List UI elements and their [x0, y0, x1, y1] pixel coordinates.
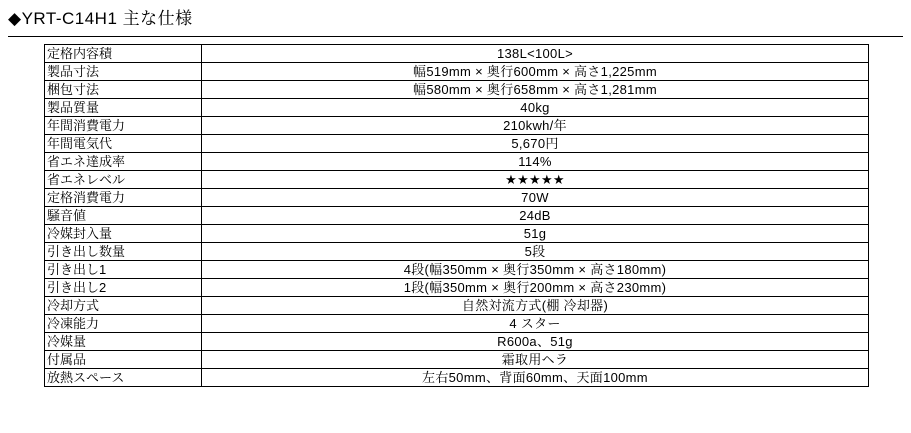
spec-label: 年間電気代	[45, 135, 202, 153]
spec-table-container	[44, 44, 869, 387]
spec-value: 51g	[202, 225, 869, 243]
spec-label: 冷媒量	[45, 333, 202, 351]
spec-value: 5段	[202, 243, 869, 261]
table-row	[45, 63, 869, 81]
table-row	[45, 351, 869, 369]
spec-value: 40kg	[202, 99, 869, 117]
spec-value: 霜取用ヘラ	[202, 351, 869, 369]
spec-table-body	[45, 45, 869, 387]
table-row	[45, 315, 869, 333]
spec-label: 冷凍能力	[45, 315, 202, 333]
spec-label: 梱包寸法	[45, 81, 202, 99]
table-row	[45, 279, 869, 297]
spec-value: 210kwh/年	[202, 117, 869, 135]
spec-label: 騒音値	[45, 207, 202, 225]
spec-label: 定格消費電力	[45, 189, 202, 207]
spec-value: 左右50mm、背面60mm、天面100mm	[202, 369, 869, 387]
table-row	[45, 207, 869, 225]
table-row	[45, 45, 869, 63]
spec-value: R600a、51g	[202, 333, 869, 351]
spec-label: 冷媒封入量	[45, 225, 202, 243]
table-row	[45, 225, 869, 243]
spec-value: 1段(幅350mm × 奥行200mm × 高さ230mm)	[202, 279, 869, 297]
specifications-table	[44, 44, 869, 387]
spec-value: 114%	[202, 153, 869, 171]
spec-label: 放熱スペース	[45, 369, 202, 387]
spec-label: 引き出し2	[45, 279, 202, 297]
spec-label: 冷却方式	[45, 297, 202, 315]
table-row	[45, 171, 869, 189]
spec-value: 4段(幅350mm × 奥行350mm × 高さ180mm)	[202, 261, 869, 279]
spec-label: 省エネ達成率	[45, 153, 202, 171]
spec-label: 定格内容積	[45, 45, 202, 63]
spec-value: 幅580mm × 奥行658mm × 高さ1,281mm	[202, 81, 869, 99]
spec-value: 幅519mm × 奥行600mm × 高さ1,225mm	[202, 63, 869, 81]
table-row	[45, 135, 869, 153]
spec-label: 製品寸法	[45, 63, 202, 81]
title-divider	[8, 36, 903, 37]
spec-value: 138L<100L>	[202, 45, 869, 63]
table-row	[45, 261, 869, 279]
table-row	[45, 333, 869, 351]
table-row	[45, 297, 869, 315]
table-row	[45, 189, 869, 207]
spec-value: 70W	[202, 189, 869, 207]
table-row	[45, 369, 869, 387]
spec-label: 年間消費電力	[45, 117, 202, 135]
energy-level-stars: ★★★★★	[202, 171, 869, 189]
spec-value: 24dB	[202, 207, 869, 225]
spec-label: 引き出し1	[45, 261, 202, 279]
spec-value: 4 スター	[202, 315, 869, 333]
table-row	[45, 153, 869, 171]
spec-label: 製品質量	[45, 99, 202, 117]
spec-value: 自然対流方式(棚 冷却器)	[202, 297, 869, 315]
spec-label: 省エネレベル	[45, 171, 202, 189]
table-row	[45, 99, 869, 117]
spec-label: 引き出し数量	[45, 243, 202, 261]
spec-value: 5,670円	[202, 135, 869, 153]
table-row	[45, 117, 869, 135]
spec-label: 付属品	[45, 351, 202, 369]
page-title: ◆YRT-C14H1 主な仕様	[8, 9, 193, 28]
table-row	[45, 81, 869, 99]
table-row	[45, 243, 869, 261]
